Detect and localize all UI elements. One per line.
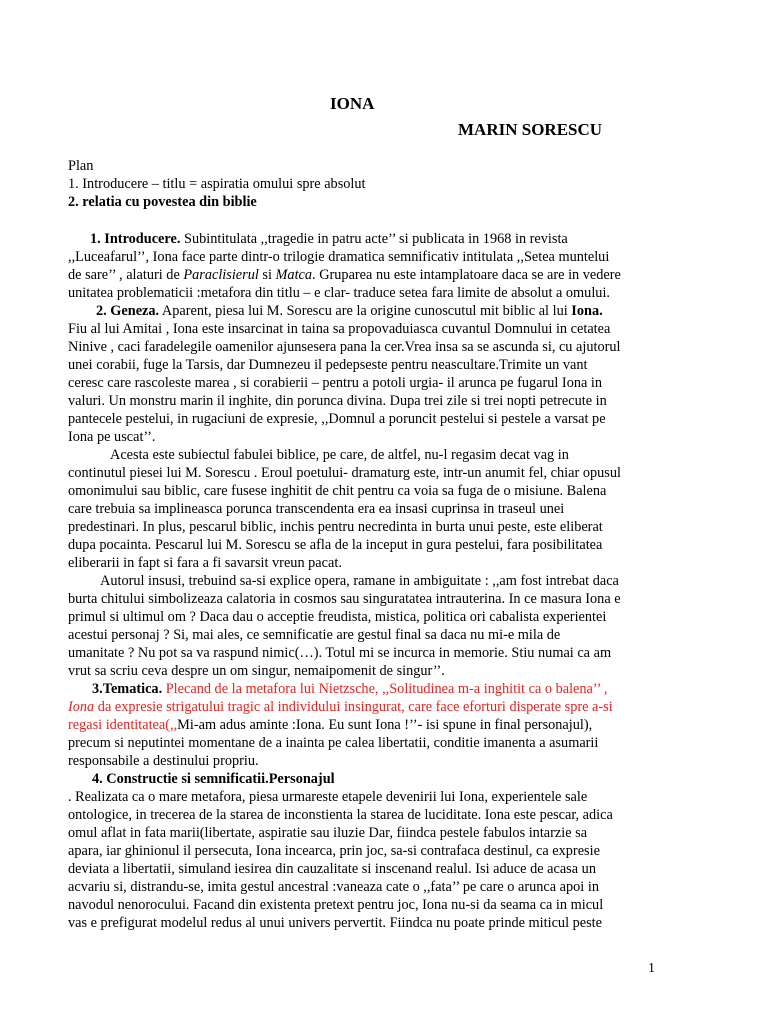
- paragraph-introducere-line: [90, 231, 568, 249]
- paragraph-line: [68, 699, 613, 717]
- paragraph-line: precum si neputintei momentane de a inainta pe calea libertatii, conditie imanenta a asumarii: [68, 735, 599, 751]
- paragraph-line: [68, 717, 592, 735]
- document-title: IONA: [330, 94, 375, 113]
- text-run: de sare’’ , alaturi de: [68, 267, 184, 283]
- paragraph-line: navodul nenorocului. Facand din existenta pretext pentru joc, Iona nu-si da seama ca in micul: [68, 897, 604, 913]
- text-run: si: [258, 267, 276, 283]
- bold-name-iona: Iona.: [571, 303, 603, 319]
- paragraph-line: ,,Luceafarul’’, Iona face parte dintr-o trilogie dramatica semnificativ intitulata ,,Setea muntelui: [68, 249, 610, 265]
- paragraph-line: Acesta este subiectul fabulei biblice, pe care, de altfel, nu-l regasim decat vag in: [110, 447, 569, 463]
- section-heading-tematica: 3.Tematica.: [92, 681, 163, 697]
- text-run: Mi-am adus aminte :Iona. Eu sunt Iona !’’- isi spune in final personajul),: [177, 717, 593, 733]
- paragraph-line: primul si ultimul om ? Daca dau o acceptie freudista, mistica, politica ori cabalista experientei: [68, 609, 607, 625]
- paragraph-line: . Realizata ca o mare metafora, piesa urmareste etapele devenirii lui Iona, experientele sale: [68, 789, 588, 805]
- paragraph-line: eliberarii in fapt si fara a fi savarsit vreun pacat.: [68, 555, 342, 571]
- paragraph-line: acvariu si, distrandu-se, imita gestul ancestral :vaneaza cate o ,,fata’’ pe care o arunca apoi in: [68, 879, 599, 895]
- paragraph-line: Ninive , caci faradelegile oamenilor ajunsesera pana la cer.Vrea insa sa se ascunda si, cu ajutorul: [68, 339, 621, 355]
- paragraph-line: valuri. Un monstru marin il inghite, din porunca divina. Dupa trei zile si trei nopti petrecute in: [68, 393, 607, 409]
- paragraph-line: Iona pe uscat’’.: [68, 429, 156, 445]
- paragraph-line: umanitate ? Nu pot sa va raspund nimic(…). Totul mi se incurca in memorie. Stiu numai ca am: [68, 645, 612, 661]
- paragraph-line: [68, 267, 621, 285]
- paragraph-tematica-line: [92, 681, 607, 699]
- section-heading-geneza: 2. Geneza.: [96, 303, 160, 319]
- text-run-red: regasi identitatea(,,: [68, 717, 178, 733]
- italic-title-matca: Matca: [275, 267, 313, 283]
- paragraph-line: unitatea problematicii :metafora din titlu – e clar- traduce setea fara limite de absolut a omului.: [68, 285, 610, 301]
- section-heading-constructie: 4. Constructie si semnificatii.Personajul: [92, 771, 335, 787]
- paragraph-line: predestinari. In plus, pescarul biblic, inchis pentru necredinta in burta unui peste, este eliberat: [68, 519, 603, 535]
- text-run-red: da expresie strigatului tragic al individului insingurat, care face eforturi disperate spre a-si: [94, 699, 613, 715]
- paragraph-line: continutul piesei lui M. Sorescu . Eroul poetului- dramaturg este, intr-un anumit fel, chiar opusul: [68, 465, 621, 481]
- paragraph-line: ceresc care rascoleste marea , si corabierii – pentru a potoli urgia- il arunca pe fugarul Iona in: [68, 375, 603, 391]
- document-author: MARIN SORESCU: [458, 120, 603, 139]
- plan-item-2: 2. relatia cu povestea din biblie: [68, 194, 257, 210]
- paragraph-line: responsabile a destinului propriu.: [68, 753, 259, 769]
- paragraph-line: unei corabii, fuge la Tarsis, dar Dumnezeu il pedepseste pentru neascultare.Trimite un vant: [68, 357, 588, 373]
- paragraph-line: vas e prefigurat modelul redus al unui univers pervertit. Fiindca nu poate prinde miticul peste: [68, 915, 602, 931]
- paragraph-line: Fiu al lui Amitai , Iona este insarcinat in taina sa propovaduiasca cuvantul Domnului in cetatea: [68, 321, 611, 337]
- text-run: . Gruparea nu este intamplatoare daca se are in vedere: [312, 267, 621, 283]
- paragraph-line: burta chitului simbolizeaza calatoria in cosmos sau singuratatea intrauterina. In ce masura Iona e: [68, 591, 621, 607]
- paragraph-line: pantecele pestelui, in rugaciuni de expresie, ,,Domnul a poruncit pestelui si pestele a varsat pe: [68, 411, 606, 427]
- italic-title-paraclisierul: Paraclisierul: [183, 267, 259, 283]
- paragraph-line: care trebuia sa implineasca porunca transcendenta era ea insasi cuprinsa in traseul unei: [68, 501, 565, 517]
- plan-item-1: 1. Introducere – titlu = aspiratia omului spre absolut: [68, 176, 366, 192]
- paragraph-line: deviata a libertatii, simuland iesirea din cauzalitate si inscenand realul. Isi aduce de acasa un: [68, 861, 596, 877]
- paragraph-line: ontologice, in trecerea de la starea de inconstienta la starea de luciditate. Iona este pescar, adica: [68, 807, 613, 823]
- section-heading-introducere: 1. Introducere.: [90, 231, 181, 247]
- plan-label: Plan: [68, 158, 94, 174]
- text-run: Aparent, piesa lui M. Sorescu are la origine cunoscutul mit biblic al lui: [159, 303, 572, 319]
- paragraph-line: vrut sa scriu ceva despre un om singur, nemaipomenit de singur’’.: [68, 663, 445, 679]
- paragraph-line: Autorul insusi, trebuind sa-si explice opera, ramane in ambiguitate : ,,am fost intrebat daca: [100, 573, 619, 589]
- paragraph-line: apara, iar ghinionul il persecuta, Iona incearca, prin joc, sa-si contrafaca destinul, ca expresie: [68, 843, 600, 859]
- paragraph-line: omonimului sau biblic, care fusese inghitit de chit pentru ca voia sa fuga de o misiune. Balena: [68, 483, 607, 499]
- page-number: 1: [648, 961, 655, 976]
- paragraph-line: omul aflat in fata marii(libertate, aspiratie sau iluzie Dar, fiindca pestele fabulos intarzie sa: [68, 825, 588, 841]
- paragraph-line: dupa pocainta. Pescarul lui M. Sorescu se afla de la inceput in gura pestelui, fara posibilitatea: [68, 537, 603, 553]
- paragraph-geneza-line: [96, 303, 603, 321]
- text-run: Subintitulata ,,tragedie in patru acte’’ si publicata in 1968 in revista: [180, 231, 568, 247]
- text-run-red: Plecand de la metafora lui Nietzsche, ,,Solitudinea m-a inghitit ca o balena’’ ,: [162, 681, 608, 697]
- paragraph-line: acestui personaj ? Si, mai ales, ce semnificatie are gestul final sa daca nu mi-e mila de: [68, 627, 561, 643]
- italic-title-iona: Iona: [68, 699, 95, 715]
